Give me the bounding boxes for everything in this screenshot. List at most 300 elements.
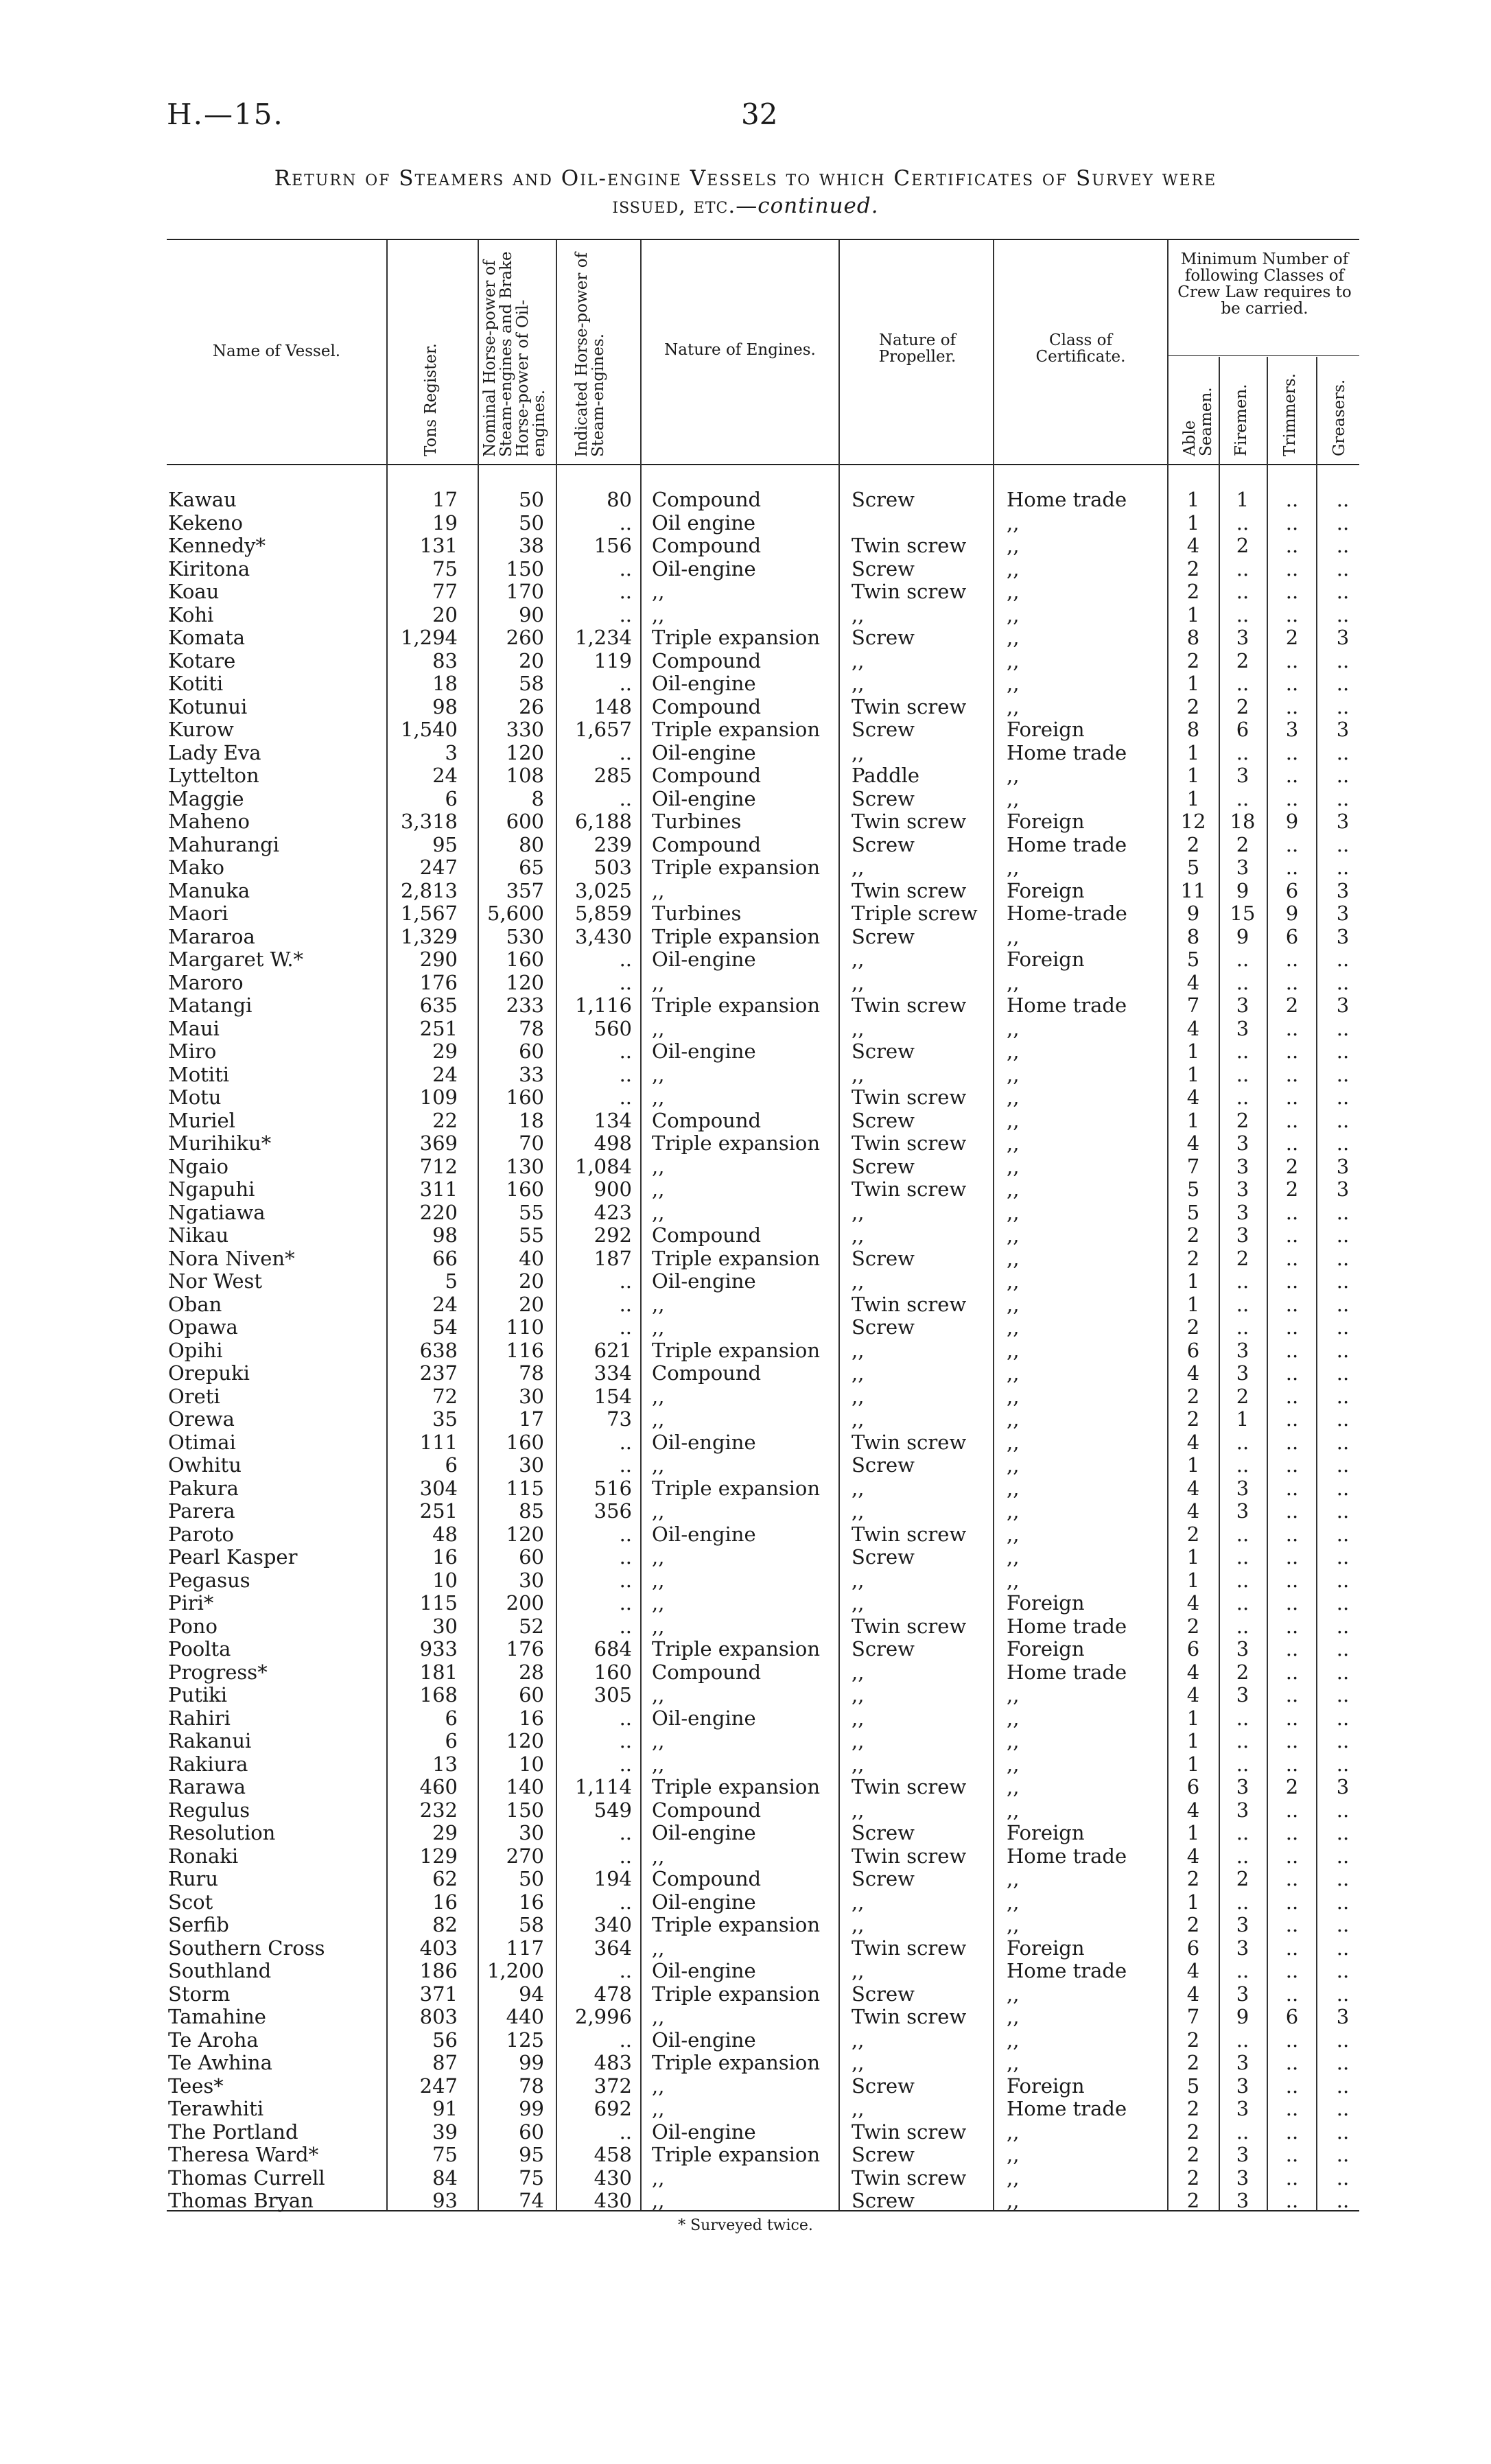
indicated-horse-power: 498 (594, 1131, 632, 1155)
table-row (0, 1822, 1491, 1845)
firemen-count: 3 (1236, 2166, 1249, 2190)
table-row (0, 1040, 1491, 1064)
indicated-horse-power: .. (619, 2028, 632, 2052)
greasers-count: .. (1336, 832, 1350, 856)
certificate-class: ,, (1007, 1016, 1020, 1040)
propeller-type: ,, (852, 1683, 865, 1706)
able-seamen-count: 2 (1186, 832, 1200, 856)
trimmers-count: .. (1285, 1959, 1299, 1982)
nominal-horse-power: 120 (506, 970, 544, 994)
greasers-count: .. (1336, 1913, 1350, 1936)
nominal-horse-power: 78 (519, 1016, 544, 1040)
indicated-horse-power: 5,859 (574, 902, 632, 925)
indicated-horse-power: 372 (594, 2074, 632, 2098)
able-seamen-count: 4 (1186, 1361, 1200, 1385)
certificate-class: ,, (1007, 1545, 1020, 1569)
vessel-name: Putiki (168, 1683, 227, 1706)
engine-type: Oil-engine (652, 2120, 756, 2144)
table-row (0, 558, 1491, 581)
engine-type: Oil-engine (652, 1706, 756, 1730)
trimmers-count: .. (1285, 2189, 1299, 2212)
propeller-type: Twin screw (852, 1086, 967, 1109)
nominal-horse-power: 440 (506, 2005, 544, 2028)
certificate-class: Home trade (1007, 2097, 1127, 2120)
propeller-type: ,, (852, 1223, 865, 1247)
table-row (0, 1523, 1491, 1547)
engine-type: Turbines (652, 810, 742, 833)
tons-register: 1,329 (400, 924, 458, 948)
able-seamen-count: 5 (1186, 1200, 1200, 1224)
engine-type: Oil-engine (652, 556, 756, 580)
vessel-name: Ronaki (168, 1844, 239, 1868)
propeller-type: ,, (852, 1752, 865, 1776)
greasers-count: .. (1336, 764, 1350, 787)
trimmers-count: .. (1285, 1844, 1299, 1868)
nominal-horse-power: 60 (519, 1040, 544, 1063)
firemen-count: 18 (1230, 810, 1256, 833)
vessel-name: Mahurangi (168, 832, 280, 856)
vessel-name: Ngapuhi (168, 1177, 255, 1201)
propeller-type: ,, (852, 1016, 865, 1040)
firemen-count: .. (1236, 2120, 1249, 2144)
certificate-class: Home trade (1007, 1959, 1127, 1982)
col-header-ihp: Indicated Horse-power of Steam-engines. (573, 252, 608, 457)
propeller-type: ,, (852, 856, 865, 879)
tons-register: 16 (432, 1545, 458, 1569)
indicated-horse-power: 1,657 (574, 718, 632, 741)
indicated-horse-power: 194 (594, 1867, 632, 1890)
indicated-horse-power: 549 (594, 1798, 632, 1822)
certificate-class: ,, (1007, 694, 1020, 718)
tons-register: 13 (432, 1752, 458, 1776)
vessel-name: Tamahine (168, 2005, 266, 2028)
tons-register: 24 (432, 764, 458, 787)
col-header-firemen: Firemen. (1232, 384, 1250, 456)
greasers-count: .. (1336, 1476, 1350, 1500)
indicated-horse-power: .. (619, 672, 632, 695)
firemen-count: .. (1236, 1821, 1249, 1844)
nominal-horse-power: 18 (519, 1108, 544, 1132)
propeller-type: ,, (852, 1798, 865, 1822)
nominal-horse-power: 30 (519, 1384, 544, 1408)
trimmers-count: .. (1285, 1269, 1299, 1293)
trimmers-count: 2 (1285, 626, 1299, 649)
propeller-type: Twin screw (852, 1430, 967, 1454)
engine-type: Triple expansion (652, 1913, 821, 1936)
tons-register: 290 (419, 948, 458, 971)
propeller-type: Screw (852, 718, 915, 741)
greasers-count: .. (1336, 1637, 1350, 1661)
table-row (0, 1477, 1491, 1501)
able-seamen-count: 4 (1186, 1798, 1200, 1822)
firemen-count: 3 (1236, 626, 1249, 649)
propeller-type: Screw (852, 924, 915, 948)
engine-type: ,, (652, 1499, 665, 1523)
propeller-type: Twin screw (852, 1844, 967, 1868)
able-seamen-count: 2 (1186, 648, 1200, 672)
table-row (0, 1408, 1491, 1431)
trimmers-count: .. (1285, 1936, 1299, 1960)
trimmers-count: 2 (1285, 1177, 1299, 1201)
table-row (0, 1799, 1491, 1822)
able-seamen-count: 1 (1186, 1706, 1200, 1730)
greasers-count: .. (1336, 1568, 1350, 1592)
propeller-type: Twin screw (852, 534, 967, 557)
nominal-horse-power: 80 (519, 832, 544, 856)
tons-register: 29 (432, 1821, 458, 1844)
engine-type: Oil-engine (652, 1040, 756, 1063)
indicated-horse-power: .. (619, 1821, 632, 1844)
able-seamen-count: 6 (1186, 1775, 1200, 1798)
engine-type: Triple expansion (652, 1338, 821, 1362)
tons-register: 712 (419, 1154, 458, 1178)
firemen-count: 3 (1236, 764, 1249, 787)
tons-register: 251 (419, 1016, 458, 1040)
nominal-horse-power: 94 (519, 1982, 544, 2006)
trimmers-count: .. (1285, 1040, 1299, 1063)
trimmers-count: .. (1285, 2166, 1299, 2190)
indicated-horse-power: .. (619, 1959, 632, 1982)
trimmers-count: .. (1285, 1384, 1299, 1408)
engine-type: Oil-engine (652, 1430, 756, 1454)
vessel-name: Poolta (168, 1637, 231, 1661)
indicated-horse-power: .. (619, 1040, 632, 1063)
firemen-count: 3 (1236, 1200, 1249, 1224)
greasers-count: .. (1336, 1292, 1350, 1316)
nominal-horse-power: 200 (506, 1591, 544, 1615)
tons-register: 98 (432, 1223, 458, 1247)
greasers-count: .. (1336, 648, 1350, 672)
firemen-count: 3 (1236, 2097, 1249, 2120)
able-seamen-count: 7 (1186, 1154, 1200, 1178)
table-row (0, 2144, 1491, 2167)
indicated-horse-power: 292 (594, 1223, 632, 1247)
engine-type: Triple expansion (652, 626, 821, 649)
vessel-name: Nor West (168, 1269, 263, 1293)
able-seamen-count: 8 (1186, 718, 1200, 741)
nominal-horse-power: 17 (519, 1407, 544, 1431)
indicated-horse-power: 334 (594, 1361, 632, 1385)
greasers-count: .. (1336, 1131, 1350, 1155)
trimmers-count: .. (1285, 832, 1299, 856)
able-seamen-count: 1 (1186, 602, 1200, 626)
table-row (0, 1293, 1491, 1317)
greasers-count: 3 (1336, 718, 1350, 741)
greasers-count: .. (1336, 1407, 1350, 1431)
vessel-name: Mako (168, 856, 225, 879)
indicated-horse-power: 80 (607, 488, 632, 511)
able-seamen-count: 6 (1186, 1936, 1200, 1960)
tons-register: 6 (445, 786, 458, 810)
tons-register: 30 (432, 1614, 458, 1638)
tons-register: 48 (432, 1522, 458, 1546)
vessel-name: Nikau (168, 1223, 229, 1247)
greasers-count: .. (1336, 602, 1350, 626)
certificate-class: Home trade (1007, 832, 1127, 856)
certificate-class: ,, (1007, 1798, 1020, 1822)
certificate-class: ,, (1007, 672, 1020, 695)
engine-type: Oil-engine (652, 1959, 756, 1982)
propeller-type: ,, (852, 1361, 865, 1385)
tons-register: 16 (432, 1890, 458, 1914)
table-row (0, 1431, 1491, 1455)
able-seamen-count: 1 (1186, 1568, 1200, 1592)
propeller-type: Screw (852, 2074, 915, 2098)
table-row (0, 810, 1491, 834)
greasers-count: .. (1336, 1614, 1350, 1638)
vessel-name: Koau (168, 580, 220, 603)
engine-type: ,, (652, 2097, 665, 2120)
nominal-horse-power: 20 (519, 1269, 544, 1293)
engine-type: ,, (652, 2005, 665, 2028)
table-row (0, 1385, 1491, 1409)
propeller-type: Screw (852, 1246, 915, 1270)
able-seamen-count: 2 (1186, 1384, 1200, 1408)
vessel-name: Miro (168, 1040, 217, 1063)
nominal-horse-power: 78 (519, 2074, 544, 2098)
tons-register: 111 (419, 1430, 458, 1454)
trimmers-count: .. (1285, 580, 1299, 603)
propeller-type: Twin screw (852, 580, 967, 603)
certificate-class: ,, (1007, 856, 1020, 879)
propeller-type: Screw (852, 1040, 915, 1063)
propeller-type: ,, (852, 1200, 865, 1224)
col-header-nhp: Nominal Horse-power of Steam-engines and Brake Horse-power of Oil-engines. (481, 251, 549, 457)
table-row (0, 1914, 1491, 1937)
vessel-name: Murihiku* (168, 1131, 272, 1155)
tons-register: 83 (432, 648, 458, 672)
certificate-class: ,, (1007, 534, 1020, 557)
indicated-horse-power: 305 (594, 1683, 632, 1706)
table-row (0, 672, 1491, 696)
certificate-class: ,, (1007, 1453, 1020, 1477)
trimmers-count: .. (1285, 1660, 1299, 1684)
certificate-class: ,, (1007, 1154, 1020, 1178)
vessel-name: Scot (168, 1890, 213, 1914)
trimmers-count: .. (1285, 2143, 1299, 2166)
engine-type: Triple expansion (652, 1775, 821, 1798)
able-seamen-count: 1 (1186, 1269, 1200, 1293)
table-row (0, 1983, 1491, 2006)
indicated-horse-power: .. (619, 1614, 632, 1638)
vessel-name: Maggie (168, 786, 244, 810)
engine-type: Compound (652, 534, 762, 557)
greasers-count: .. (1336, 1545, 1350, 1569)
nominal-horse-power: 75 (519, 2166, 544, 2190)
tons-register: 5 (445, 1269, 458, 1293)
able-seamen-count: 5 (1186, 856, 1200, 879)
nominal-horse-power: 176 (506, 1637, 544, 1661)
greasers-count: .. (1336, 1844, 1350, 1868)
able-seamen-count: 1 (1186, 764, 1200, 787)
greasers-count: .. (1336, 1959, 1350, 1982)
engine-type: ,, (652, 2189, 665, 2212)
indicated-horse-power: 356 (594, 1499, 632, 1523)
nominal-horse-power: 99 (519, 2097, 544, 2120)
propeller-type: Triple screw (852, 902, 978, 925)
able-seamen-count: 2 (1186, 1315, 1200, 1339)
table-row (0, 2121, 1491, 2144)
engine-type: ,, (652, 602, 665, 626)
table-row (0, 880, 1491, 903)
nominal-horse-power: 150 (506, 556, 544, 580)
engine-type: ,, (652, 1683, 665, 1706)
table-row (0, 535, 1491, 558)
tons-register: 247 (419, 856, 458, 879)
firemen-count: 3 (1236, 1338, 1249, 1362)
firemen-count: .. (1236, 1844, 1249, 1868)
nominal-horse-power: 60 (519, 1545, 544, 1569)
nominal-horse-power: 78 (519, 1361, 544, 1385)
greasers-count: .. (1336, 672, 1350, 695)
table-row (0, 580, 1491, 604)
firemen-count: .. (1236, 1269, 1249, 1293)
nominal-horse-power: 115 (506, 1476, 544, 1500)
nominal-horse-power: 8 (531, 786, 544, 810)
table-row (0, 1707, 1491, 1730)
able-seamen-count: 1 (1186, 1108, 1200, 1132)
tons-register: 168 (419, 1683, 458, 1706)
table-row (0, 1730, 1491, 1753)
certificate-class: Foreign (1007, 878, 1085, 902)
indicated-horse-power: .. (619, 1269, 632, 1293)
engine-type: ,, (652, 2166, 665, 2190)
firemen-count: .. (1236, 1959, 1249, 1982)
table-row (0, 626, 1491, 650)
engine-type: Oil-engine (652, 672, 756, 695)
col-header-certificate: Class of Certificate. (1035, 331, 1126, 366)
table-row (0, 1937, 1491, 1960)
firemen-count: .. (1236, 1752, 1249, 1776)
firemen-count: 2 (1236, 1108, 1249, 1132)
engine-type: Oil-engine (652, 740, 756, 764)
trimmers-count: .. (1285, 672, 1299, 695)
table-row (0, 1155, 1491, 1179)
engine-type: ,, (652, 1384, 665, 1408)
engine-type: Compound (652, 1108, 762, 1132)
propeller-type: ,, (852, 948, 865, 971)
firemen-count: .. (1236, 1086, 1249, 1109)
vessel-name: Parera (168, 1499, 235, 1523)
propeller-type: Twin screw (852, 994, 967, 1017)
trimmers-count: .. (1285, 1729, 1299, 1752)
propeller-type: Screw (852, 1315, 915, 1339)
trimmers-count: .. (1285, 1545, 1299, 1569)
able-seamen-count: 4 (1186, 1086, 1200, 1109)
certificate-class: ,, (1007, 1086, 1020, 1109)
propeller-type: ,, (852, 1706, 865, 1730)
trimmers-count: .. (1285, 1246, 1299, 1270)
able-seamen-count: 1 (1186, 1545, 1200, 1569)
trimmers-count: .. (1285, 2028, 1299, 2052)
indicated-horse-power: .. (619, 2120, 632, 2144)
table-row (0, 1592, 1491, 1615)
engine-type: Oil-engine (652, 1522, 756, 1546)
certificate-class: ,, (1007, 2028, 1020, 2052)
tons-register: 66 (432, 1246, 458, 1270)
firemen-count: 2 (1236, 1384, 1249, 1408)
indicated-horse-power: .. (619, 1890, 632, 1914)
propeller-type: Screw (852, 1453, 915, 1477)
engine-type: Triple expansion (652, 856, 821, 879)
vessel-name: Kawau (168, 488, 237, 511)
certificate-class: ,, (1007, 1384, 1020, 1408)
able-seamen-count: 1 (1186, 488, 1200, 511)
greasers-count: .. (1336, 1821, 1350, 1844)
indicated-horse-power: 187 (594, 1246, 632, 1270)
trimmers-count: .. (1285, 2051, 1299, 2074)
table-row (0, 1086, 1491, 1110)
trimmers-count: .. (1285, 1476, 1299, 1500)
certificate-class: ,, (1007, 2051, 1020, 2074)
certificate-class: Foreign (1007, 1637, 1085, 1661)
vessel-name: Serfib (168, 1913, 229, 1936)
nominal-horse-power: 160 (506, 1177, 544, 1201)
vessel-name: Maroro (168, 970, 244, 994)
indicated-horse-power: 1,084 (574, 1154, 632, 1178)
table-row (0, 696, 1491, 719)
able-seamen-count: 1 (1186, 740, 1200, 764)
certificate-class: ,, (1007, 580, 1020, 603)
table-row (0, 1454, 1491, 1477)
certificate-class: Home trade (1007, 740, 1127, 764)
able-seamen-count: 4 (1186, 1683, 1200, 1706)
table-row (0, 994, 1491, 1018)
col-header-name: Name of Vessel. (212, 342, 341, 360)
certificate-class: ,, (1007, 1890, 1020, 1914)
tons-register: 232 (419, 1798, 458, 1822)
greasers-count: .. (1336, 1315, 1350, 1339)
trimmers-count: .. (1285, 1568, 1299, 1592)
tons-register: 75 (432, 556, 458, 580)
tons-register: 369 (419, 1131, 458, 1155)
firemen-count: .. (1236, 1453, 1249, 1477)
engine-type: ,, (652, 580, 665, 603)
vessel-name: Manuka (168, 878, 250, 902)
greasers-count: .. (1336, 1269, 1350, 1293)
greasers-count: .. (1336, 1430, 1350, 1454)
indicated-horse-power: 1,114 (574, 1775, 632, 1798)
tons-register: 460 (419, 1775, 458, 1798)
indicated-horse-power: 1,116 (574, 994, 632, 1017)
vessel-table-body (0, 489, 1491, 2213)
trimmers-count: .. (1285, 1683, 1299, 1706)
vessel-name: Te Awhina (168, 2051, 272, 2074)
propeller-type: Twin screw (852, 1131, 967, 1155)
propeller-type: Twin screw (852, 1775, 967, 1798)
nominal-horse-power: 140 (506, 1775, 544, 1798)
vessel-name: Tees* (168, 2074, 224, 2098)
greasers-count: .. (1336, 1798, 1350, 1822)
propeller-type: Twin screw (852, 1522, 967, 1546)
nominal-horse-power: 130 (506, 1154, 544, 1178)
able-seamen-count: 2 (1186, 1913, 1200, 1936)
tons-register: 87 (432, 2051, 458, 2074)
tons-register: 220 (419, 1200, 458, 1224)
engine-type: ,, (652, 1407, 665, 1431)
indicated-horse-power: 3,430 (574, 924, 632, 948)
trimmers-count: 9 (1285, 810, 1299, 833)
vessel-name: Opihi (168, 1338, 223, 1362)
certificate-class: Foreign (1007, 810, 1085, 833)
certificate-class: ,, (1007, 1062, 1020, 1086)
table-row (0, 1178, 1491, 1201)
tons-register: 6 (445, 1706, 458, 1730)
firemen-count: 2 (1236, 648, 1249, 672)
engine-type: Triple expansion (652, 2051, 821, 2074)
indicated-horse-power: .. (619, 1086, 632, 1109)
engine-type: Compound (652, 1223, 762, 1247)
